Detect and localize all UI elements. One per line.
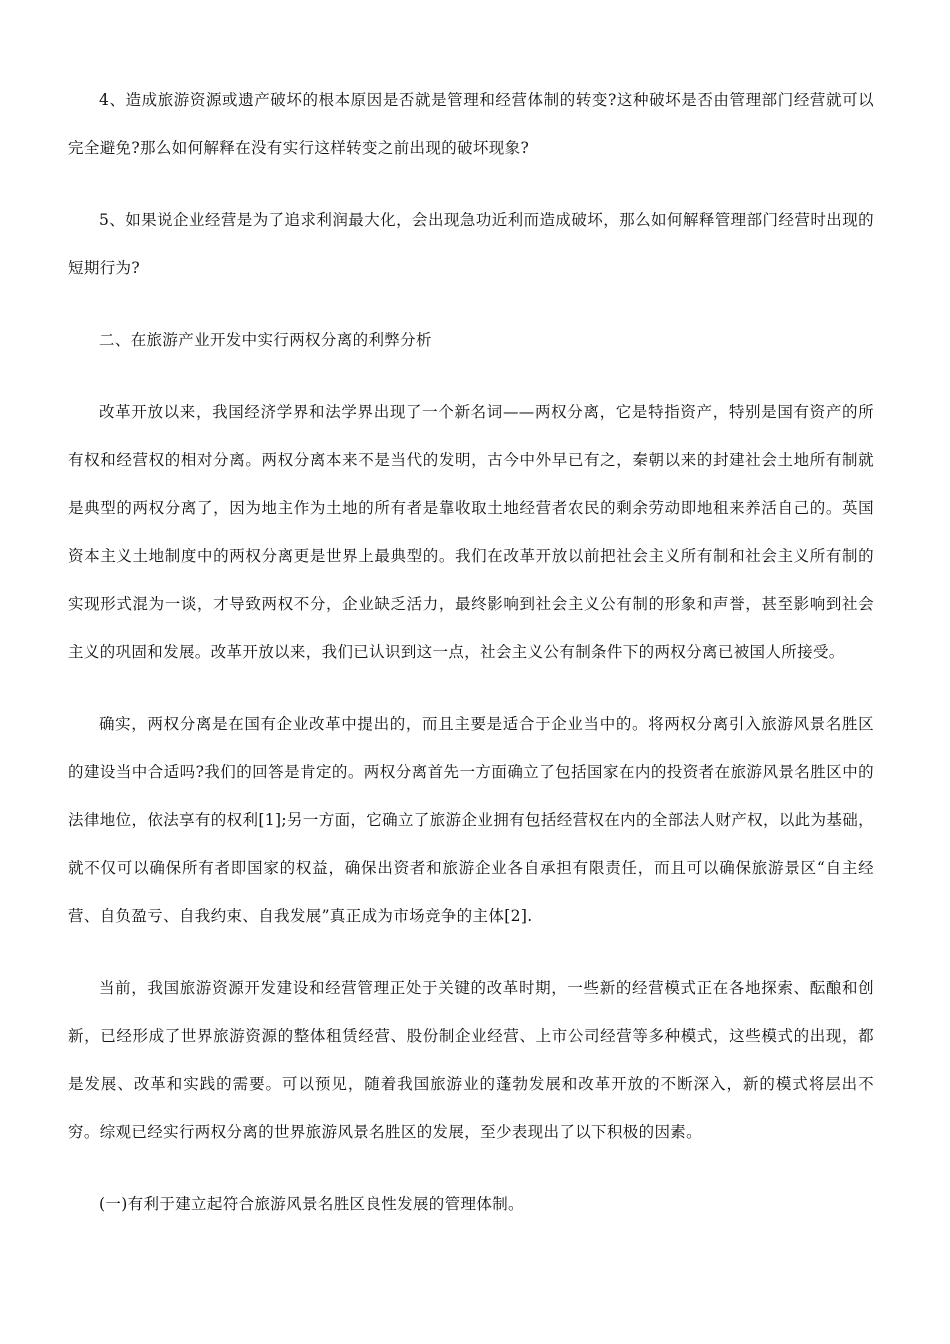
paragraph-gap: [68, 940, 874, 964]
paragraph-state-enterprise-reform: 确实，两权分离是在国有企业改革中提出的，而且主要是适合于企业当中的。将两权分离引入旅游风景名胜区的建设当中合适吗?我们的回答是肯定的。两权分离首先一方面确立了包括国家在内的投资者在旅游风景名胜区中的法律地位，依法享有的权利[1];另一方面，它确立了旅游企业拥有包括经营权在内的全部法人财产权，以此为基础，就不仅可以确保所有者即国家的权益，确保出资者和旅游企业各自承担有限责任，而且可以确保旅游景区“自主经营、自负盈亏、自我约束、自我发展”真正成为市场竞争的主体[2].: [68, 715, 874, 925]
paragraph-current-reform: 当前，我国旅游资源开发建设和经营管理正处于关键的改革时期，一些新的经营模式正在各地探索、酝酿和创新，已经形成了世界旅游资源的整体租赁经营、股份制企业经营、上市公司经营等多种模式，这些模式的出现，都是发展、改革和实践的需要。可以预见，随着我国旅游业的蓬勃发展和改革开放的不断深入，新的模式将层出不穷。综观已经实行两权分离的世界旅游风景名胜区的发展，至少表现出了以下积极的因素。: [68, 979, 874, 1141]
paragraph-gap: [68, 292, 874, 316]
paragraph-question-5: 5、如果说企业经营是为了追求利润最大化，会出现急功近利而造成破坏，那么如何解释管理部门经营时出现的短期行为?: [68, 211, 874, 277]
paragraph-gap: [68, 172, 874, 196]
paragraph-two-rights-separation: 改革开放以来，我国经济学界和法学界出现了一个新名词——两权分离，它是特指资产，特别是国有资产的所有权和经营权的相对分离。两权分离本来不是当代的发明，古今中外早已有之，秦朝以来的封建社会土地所有制就是典型的两权分离了，因为地主作为土地的所有者是靠收取土地经营者农民的剩余劳动即地租来养活自己的。英国资本主义土地制度中的两权分离更是世界上最典型的。我们在改革开放以前把社会主义所有制和社会主义所有制的实现形式混为一谈，才导致两权不分，企业缺乏活力，最终影响到社会主义公有制的形象和声誉，甚至影响到社会主义的巩固和发展。改革开放以来，我们已认识到这一点，社会主义公有制条件下的两权分离已被国人所接受。: [68, 403, 874, 661]
paragraph-question-4: 4、造成旅游资源或遗产破坏的根本原因是否就是管理和经营体制的转变?这种破坏是否由管理部门经营就可以完全避免?那么如何解释在没有实行这样转变之前出现的破坏现象?: [68, 91, 874, 157]
section-heading: 二、在旅游产业开发中实行两权分离的利弊分析: [99, 331, 432, 349]
paragraph-gap: [68, 364, 874, 388]
paragraph-gap: [68, 676, 874, 700]
paragraph-gap: [68, 1156, 874, 1180]
document-page: [68, 76, 874, 1228]
subsection-heading: (一)有利于建立起符合旅游风景名胜区良性发展的管理体制。: [99, 1195, 524, 1213]
